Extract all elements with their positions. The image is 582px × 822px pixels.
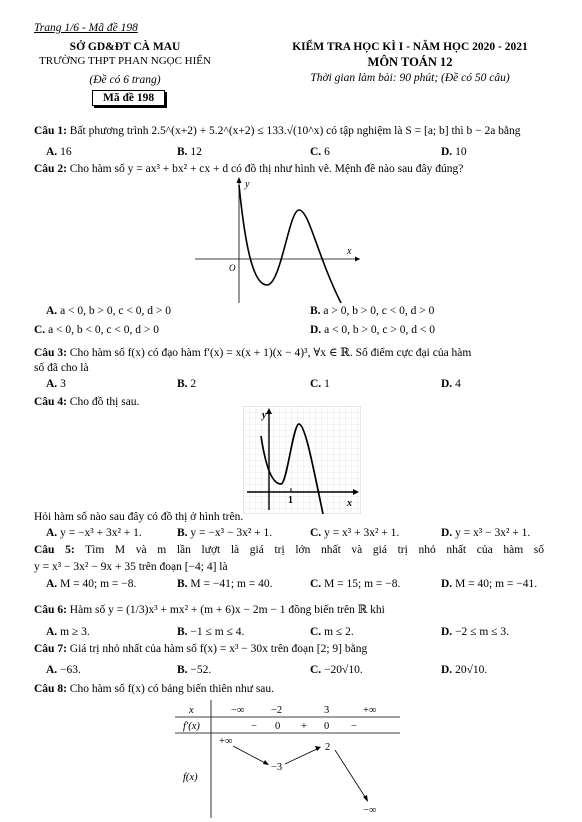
option-b: B. 2	[177, 378, 197, 390]
option-a: A. −63.	[46, 664, 81, 676]
bbt-zero-2: 0	[324, 721, 330, 732]
option-a: A. m ≥ 3.	[46, 626, 90, 638]
tick-label-1: 1	[288, 495, 293, 506]
option-b: B. M = −41; m = 40.	[177, 578, 273, 590]
option-c: C. 1	[310, 378, 330, 390]
option-c: C. m ≤ 2.	[310, 626, 354, 638]
variation-table	[175, 700, 400, 818]
question-5: Câu 5: Tìm M và m lần lượt là giá trị lớn nhất và giá trị nhỏ nhất của hàm số	[34, 544, 545, 556]
option-d: D. 4	[441, 378, 461, 390]
option-a: A. M = 40; m = −8.	[46, 578, 137, 590]
question-7: Câu 7: Giá trị nhỏ nhất của hàm số f(x) = x³ − 30x trên đoạn [2; 9] bằng	[34, 643, 368, 655]
option-d: D. −2 ≤ m ≤ 3.	[441, 626, 509, 638]
option-a: A. a < 0, b > 0, c < 0, d > 0	[46, 305, 171, 317]
bbt-f-label: f(x)	[183, 772, 198, 783]
bbt-sign-2: +	[301, 721, 307, 732]
question-text: Bất phương trình 2.5^(x+2) + 5.2^(x+2) ≤ 133.√(10^x) có tập nghiệm là S = [a; b] thì b − 2a bằng	[69, 125, 521, 137]
question-1	[34, 125, 521, 137]
bbt-sign-1: −	[251, 721, 257, 732]
option-d: D. a < 0, b > 0, c > 0, d < 0	[310, 324, 435, 336]
option-d: D. 10	[441, 146, 467, 158]
bbt-f-neg3: −3	[271, 762, 283, 773]
exam-title: KIỂM TRA HỌC KÌ I - NĂM HỌC 2020 - 2021	[292, 41, 528, 53]
bbt-f-2: 2	[325, 742, 331, 753]
time-note: Thời gian làm bài: 90 phút; (Đề có 50 câu)	[310, 72, 510, 84]
bbt-x-label: x	[189, 705, 194, 716]
pages-note: (Đề có 6 trang)	[89, 74, 161, 86]
bbt-f-pos-inf: +∞	[219, 736, 233, 747]
question-3-cont: số đã cho là	[34, 362, 89, 374]
department-name: SỞ GD&ĐT CÀ MAU	[69, 41, 181, 53]
x-axis-label: x	[347, 246, 352, 257]
page-label: Trang 1/6 - Mã đề 198	[34, 22, 138, 34]
option-c: C. M = 15; m = −8.	[310, 578, 401, 590]
question-8: Câu 8: Cho hàm số f(x) có bảng biến thiên như sau.	[34, 683, 275, 695]
question-4-cont: Hỏi hàm số nào sau đây có đồ thị ở hình trên.	[34, 511, 244, 523]
exam-code-box: Mã đề 198	[92, 90, 165, 106]
cubic-graph-q2	[195, 175, 365, 303]
origin-label: O	[229, 263, 236, 273]
option-a: A. 3	[46, 378, 66, 390]
option-b: B. −1 ≤ m ≤ 4.	[177, 626, 245, 638]
question-2: Câu 2: Cho hàm số y = ax³ + bx² + cx + d có đồ thị như hình vẽ. Mệnh đề nào sau đây đúng?	[34, 163, 464, 175]
y-axis-label: y	[262, 410, 267, 421]
bbt-zero-1: 0	[275, 721, 281, 732]
option-d: D. 20√10.	[441, 664, 488, 676]
x-axis-label: x	[347, 498, 352, 509]
option-d: D. y = x³ − 3x² + 1.	[441, 527, 531, 539]
question-number: Câu 1:	[34, 125, 67, 137]
bbt-x-pos-inf: +∞	[363, 705, 377, 716]
option-c: C. −20√10.	[310, 664, 363, 676]
option-b: B. y = −x³ − 3x² + 1.	[177, 527, 273, 539]
bbt-f-neg-inf: −∞	[363, 805, 377, 816]
option-a: A. y = −x³ + 3x² + 1.	[46, 527, 142, 539]
subject-title: MÔN TOÁN 12	[367, 55, 453, 69]
bbt-x-neg-inf: −∞	[231, 705, 245, 716]
school-name: TRƯỜNG THPT PHAN NGỌC HIỂN	[39, 55, 211, 67]
question-3: Câu 3: Cho hàm số f(x) có đạo hàm f′(x) = x(x + 1)(x − 4)³, ∀x ∈ ℝ. Số điểm cực đại của hàm	[34, 347, 472, 359]
question-5-cont: y = x³ − 3x² − 9x + 35 trên đoạn [−4; 4] là	[34, 561, 228, 573]
cubic-graph-q4	[243, 406, 361, 514]
y-axis-label: y	[245, 179, 250, 190]
bbt-x-neg2: −2	[271, 705, 283, 716]
option-c: C. a < 0, b < 0, c < 0, d > 0	[34, 324, 159, 336]
option-c: C. 6	[310, 146, 330, 158]
question-6: Câu 6: Hàm số y = (1/3)x³ + mx² + (m + 6)x − 2m − 1 đồng biến trên ℝ khi	[34, 604, 385, 616]
question-4: Câu 4: Cho đồ thị sau.	[34, 396, 140, 408]
option-b: B. a > 0, b > 0, c < 0, d > 0	[310, 305, 435, 317]
bbt-sign-3: −	[351, 721, 357, 732]
option-d: D. M = 40; m = −41.	[441, 578, 538, 590]
bbt-x-3: 3	[324, 705, 330, 716]
bbt-fprime-label: f′(x)	[183, 721, 200, 732]
option-b: B. 12	[177, 146, 202, 158]
option-c: C. y = x³ + 3x² + 1.	[310, 527, 400, 539]
option-a: A. 16	[46, 146, 72, 158]
option-b: B. −52.	[177, 664, 212, 676]
